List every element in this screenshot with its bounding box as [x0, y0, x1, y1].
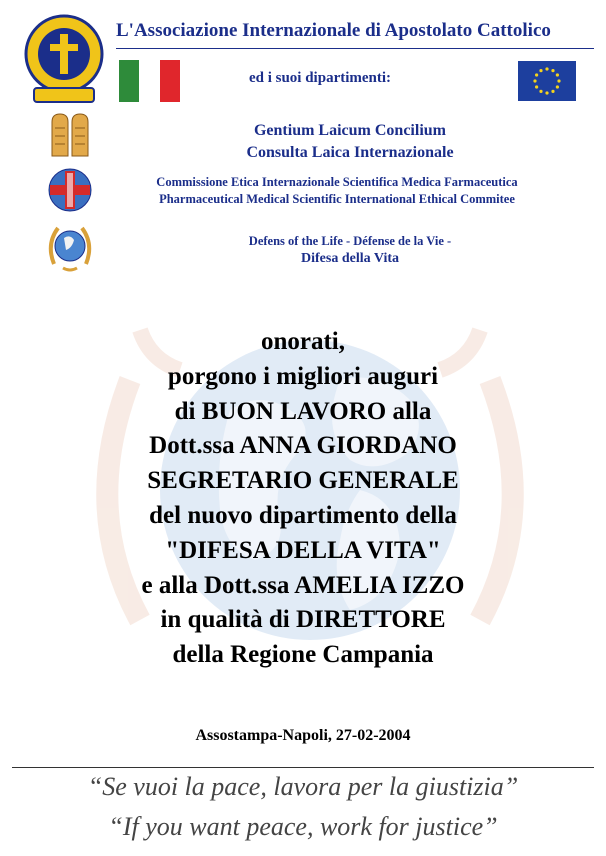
place-and-date: Assostampa-Napoli, 27-02-2004	[195, 727, 411, 744]
eu-flag-icon	[518, 61, 576, 101]
department-ethics-english: Pharmaceutical Medical Scientific International Ethical Commitee	[159, 192, 515, 206]
eu-star	[539, 90, 542, 93]
departments-subtitle: ed i suoi dipartimenti:	[248, 70, 392, 86]
eu-star	[551, 69, 554, 72]
medical-cross-globe-icon	[46, 167, 94, 213]
message-line: onorati,	[260, 328, 346, 355]
department-gentium	[170, 120, 530, 164]
eu-star	[556, 73, 559, 76]
message-line: "DIFESA DELLA VITA"	[165, 536, 441, 564]
message-line: e alla Dott.ssa AMELIA IZZO	[141, 571, 465, 599]
department-ethics-commission	[108, 174, 566, 208]
department-ethics-italian: Commissione Etica Internazionale Scientifica Medica Farmaceutica	[156, 175, 518, 189]
department-life-multilingual: Defens of the Life - Défense de la Vie -	[248, 234, 452, 248]
eu-star	[535, 73, 538, 76]
message-line: in qualità di DIRETTORE	[160, 606, 446, 634]
eu-star	[545, 91, 548, 94]
message-line: di BUON LAVORO alla	[174, 397, 432, 425]
message-line: Dott.ssa ANNA GIORDANO	[149, 432, 457, 460]
italy-flag-icon	[119, 60, 180, 102]
footer-divider	[12, 767, 594, 768]
quote-italian: “Se vuoi la pace, lavora per la giustizia”	[87, 772, 519, 801]
department-gentium-latin: Gentium Laicum Concilium	[253, 122, 446, 139]
globe-laurel-icon	[48, 224, 92, 274]
eu-star	[533, 79, 536, 82]
eu-star	[535, 85, 538, 88]
title-underline	[116, 48, 594, 49]
congratulation-message	[40, 325, 566, 673]
association-title: L'Associazione Internazionale di Apostolato Cattolico	[116, 20, 551, 41]
message-line: porgono i migliori auguri	[167, 362, 439, 390]
eu-star	[539, 69, 542, 72]
message-line: della Regione Campania	[172, 641, 434, 669]
aiac-cross-emblem-icon	[20, 12, 108, 104]
eu-star	[551, 90, 554, 93]
eu-star	[556, 85, 559, 88]
tablets-icon	[48, 112, 92, 160]
department-life-italian: Difesa della Vita	[301, 251, 399, 266]
eu-star	[545, 67, 548, 70]
quote-english: “If you want peace, work for justice”	[108, 812, 498, 841]
eu-star	[557, 79, 560, 82]
message-line: del nuovo dipartimento della	[149, 501, 457, 529]
department-gentium-italian: Consulta Laica Internazionale	[246, 144, 454, 161]
message-line: SEGRETARIO GENERALE	[147, 467, 459, 495]
department-defense-of-life	[180, 233, 520, 267]
